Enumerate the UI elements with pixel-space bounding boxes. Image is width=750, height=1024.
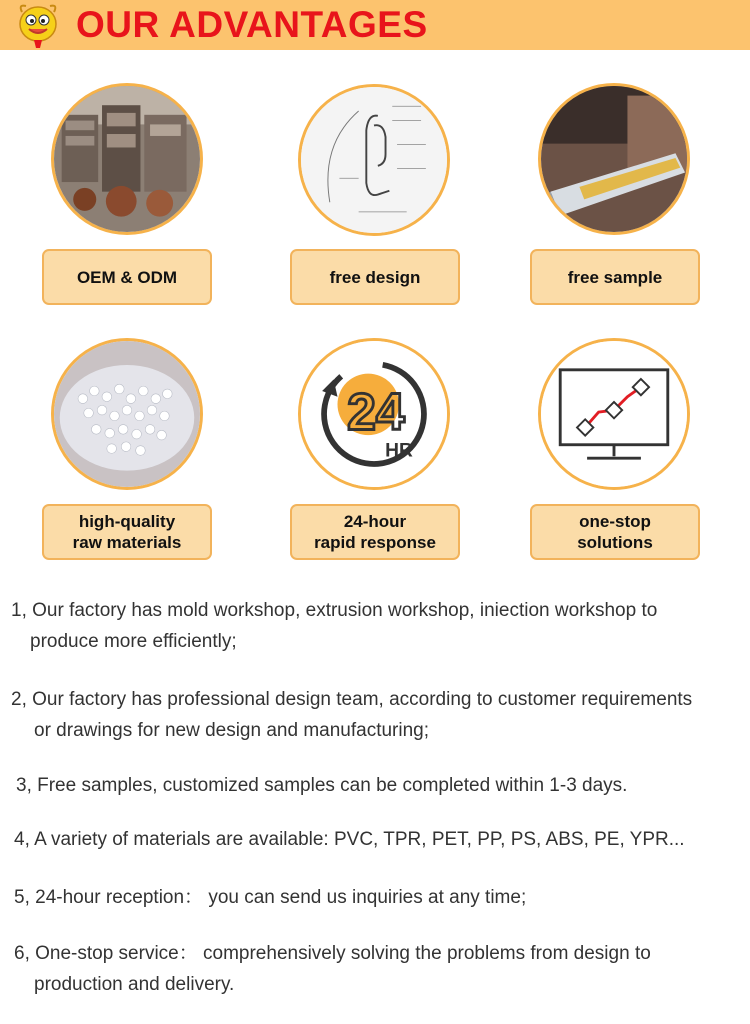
list-item-line: 5, 24-hour reception： you can send us inquiries at any time;: [14, 887, 527, 908]
list-item-line: 6, One-stop service： comprehensively solving the problems from design to: [14, 943, 651, 964]
page-title: OUR ADVANTAGES: [76, 4, 428, 45]
technical-drawing-image: [298, 84, 450, 236]
list-item-line: production and delivery.: [34, 974, 235, 995]
plastic-pellets-image: [51, 338, 203, 490]
feature-label-free-design: free design: [290, 249, 460, 305]
feature-label-free-sample: free sample: [530, 249, 700, 305]
aluminum-profile-image: [538, 83, 690, 235]
feature-label-rapid-response: 24-hour rapid response: [290, 504, 460, 560]
monitor-chart-icon: [538, 338, 690, 490]
mascot-logo-icon: [12, 2, 64, 50]
list-item-line: produce more efficiently;: [30, 631, 237, 652]
24hr-icon: [298, 338, 450, 490]
list-item-line: or drawings for new design and manufacturing;: [34, 720, 430, 741]
mold-workshop-image: [51, 83, 203, 235]
24hr-unit: HR: [385, 440, 413, 462]
list-item-line: 2, Our factory has professional design team, according to customer requirements: [11, 689, 693, 710]
header-banner: [0, 0, 750, 50]
list-item-line: 3, Free samples, customized samples can be completed within 1-3 days.: [16, 775, 628, 796]
list-item-line: 1, Our factory has mold workshop, extrusion workshop, iniection workshop to: [11, 600, 658, 621]
feature-label-one-stop: one-stop solutions: [530, 504, 700, 560]
feature-label-oem-odm: OEM & ODM: [42, 249, 212, 305]
24hr-number: 24: [347, 382, 405, 441]
feature-label-raw-materials: high-quality raw materials: [42, 504, 212, 560]
list-item-line: 4, A variety of materials are available: PVC, TPR, PET, PP, PS, ABS, PE, YPR...: [14, 829, 685, 850]
